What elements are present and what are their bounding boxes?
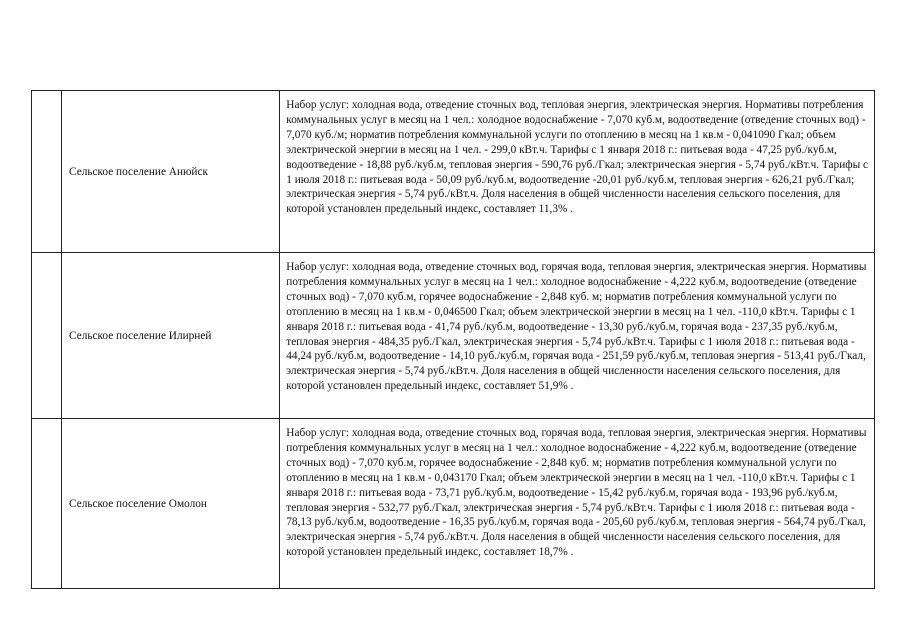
row-number-cell: [32, 91, 62, 253]
tariff-table: [31, 90, 875, 589]
settlement-name-cell: Сельское поселение Илирней: [62, 253, 280, 419]
description-cell: [280, 419, 875, 589]
description-text: Набор услуг: холодная вода, отведение сточных вод, тепловая энергия, электрическая энергия. Нормативы потребления коммунальных услуг в месяц на 1 чел.: холодное водоснабжение - 7,070 куб.м, водоотведение (отведение сточных вод) - 7,070 куб./м; норматив потребления коммунальной услуги по отоплению в месяц на 1 кв.м - 0,041090 Гкал; объем электрической энергии в месяц на 1 чел. - 299,0 кВт.ч. Тарифы с 1 января 2018 г.: питьевая вода - 47,25 руб./куб.м, водоотведение - 18,88 руб./куб.м, тепловая энергия - 590,76 руб./Гкал; электрическая энергия - 5,74 руб./кВт.ч. Тарифы с 1 июля 2018 г.: питьевая вода - 50,09 руб./куб.м, водоотведение -20,01 руб./куб.м, тепловая энергия - 626,21 руб./Гкал; электрическая энергия - 5,74 руб./кВт.ч. Доля населения в общей численности населения сельского поселения, для которой установлен предельный индекс, составляет 11,3% .: [286, 99, 868, 216]
settlement-name-cell: Сельское поселение Анюйск: [62, 91, 280, 253]
description-cell: [280, 253, 875, 419]
table-row: [32, 419, 875, 589]
table-row: [32, 253, 875, 419]
table-row: [32, 91, 875, 253]
description-text: Набор услуг: холодная вода, отведение сточных вод, горячая вода, тепловая энергия, электрическая энергия. Нормативы потребления коммунальных услуг в месяц на 1 чел.: холодное водоснабжение - 4,222 куб.м, водоотведение (отведение сточных вод) - 7,070 куб.м, горячее водоснабжение - 2,848 куб. м; норматив потребления коммунальной услуги по отоплению в месяц на 1 кв.м - 0,046500 Гкал; объем электрической энергии в месяц на 1 чел. -110,0 кВт.ч. Тарифы с 1 января 2018 г.: питьевая вода - 41,74 руб./куб.м, водоотведение - 13,30 руб./куб.м, горячая вода - 237,35 руб./куб.м, тепловая энергия - 484,35 руб./Гкал, электрическая энергия - 5,74 руб./кВт.ч. Тарифы с 1 июля 2018 г.: питьевая вода - 44,24 руб./куб.м, водоотведение - 14,10 руб./куб.м, горячая вода - 251,59 руб./куб.м, тепловая энергия - 513,41 руб./Гкал, электрическая энергия - 5,74 руб./кВт.ч. Доля населения в общей численности населения сельского поселения, для которой установлен предельный индекс, составляет 51,9% .: [286, 261, 867, 393]
row-number-cell: [32, 253, 62, 419]
row-number-cell: [32, 419, 62, 589]
settlement-name-cell: Сельское поселение Омолон: [62, 419, 280, 589]
description-cell: [280, 91, 875, 253]
description-text: Набор услуг: холодная вода, отведение сточных вод, горячая вода, тепловая энергия, электрическая энергия. Нормативы потребления коммунальных услуг в месяц на 1 чел.: холодное водоснабжение - 4,222 куб.м, водоотведение (отведение сточных вод) - 7,070 куб.м, горячее водоснабжение - 2,848 куб. м; норматив потребления коммунальной услуги по отоплению в месяц на 1 кв.м - 0,043170 Гкал; объем электрической энергии в месяц на 1 чел. -110,0 кВт.ч. Тарифы с 1 января 2018 г.: питьевая вода - 73,71 руб./куб.м, водоотведение - 15,42 руб./куб.м, горячая вода - 193,96 руб./куб.м, тепловая энергия - 532,77 руб./Гкал, электрическая энергия - 5,74 руб./кВт.ч. Тарифы с 1 июля 2018 г.: питьевая вода - 78,13 руб./куб.м, водоотведение - 16,35 руб./куб.м, горячая вода - 205,60 руб./куб.м, тепловая энергия - 564,74 руб./Гкал, электрическая энергия - 5,74 руб./кВт.ч. Доля населения в общей численности населения сельского поселения, для которой установлен предельный индекс, составляет 18,7% .: [286, 427, 867, 559]
